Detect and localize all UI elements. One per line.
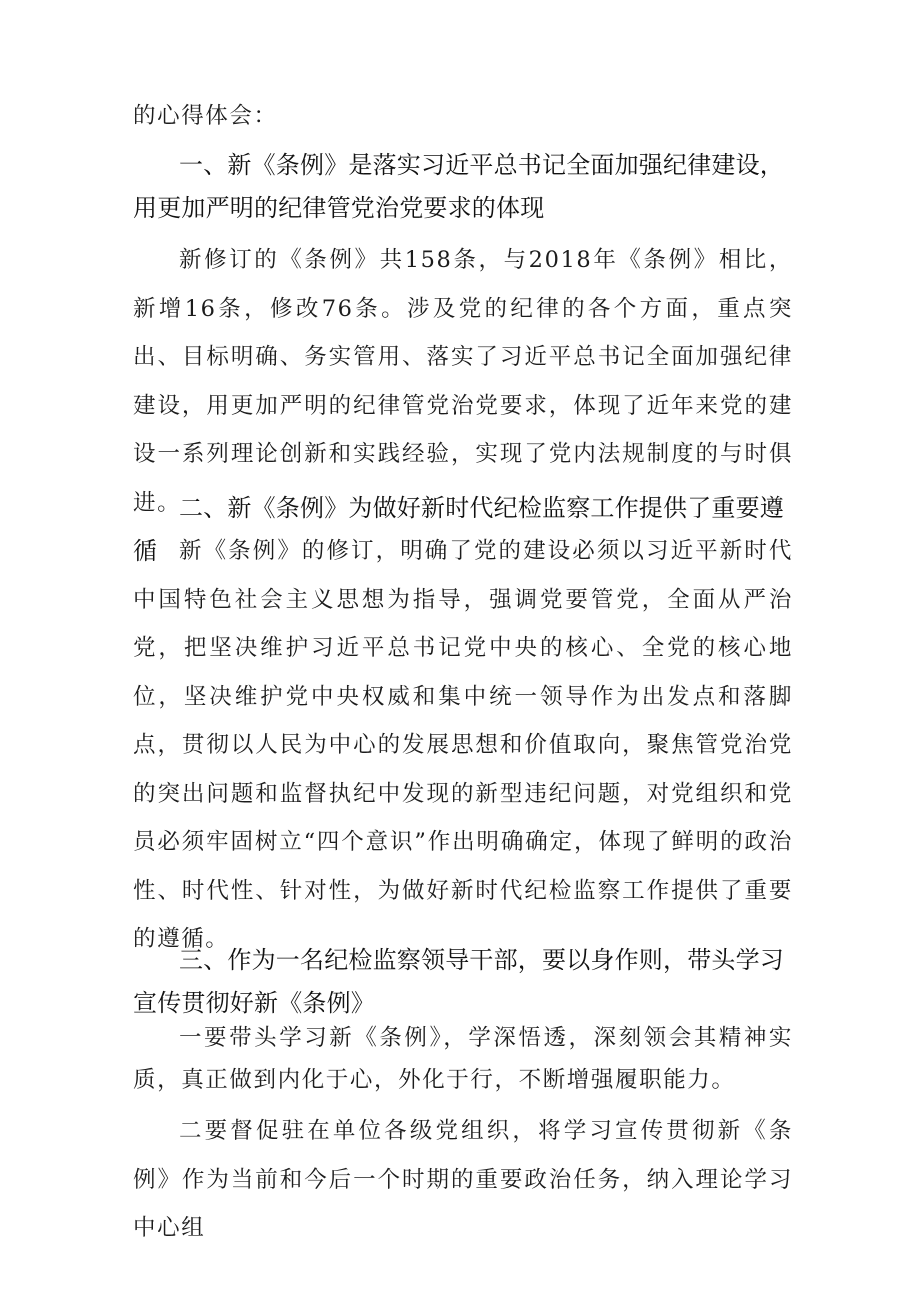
- paragraph-1: 新修订的《条例》共158条，与2018年《条例》相比，新增16条，修改76条。涉及党的纪律的各个方面，重点突出、目标明确、务实管用、落实了习近平总书记全面加强纪律建设，用更加严明的纪律管党治党要求，体现了近年来党的建设一系列理论创新和实践经验，实现了党内法规制度的与时俱进。: [133, 247, 793, 516]
- section-heading-2: 二、新《条例》为做好新时代纪检监察工作提供了重要遵循: [133, 494, 784, 565]
- paragraph-4: 二要督促驻在单位各级党组织，将学习宣传贯彻新《条例》作为当前和今后一个时期的重要政治任务，纳入理论学习中心组: [133, 1118, 793, 1241]
- paragraph-3: 一要带头学习新《条例》，学深悟透，深刻领会其精神实质，真正做到内化于心，外化于行，不断增强履职能力。: [133, 1025, 793, 1093]
- section-heading-3: 三、作为一名纪检监察领导干部，要以身作则，带头学习宣传贯彻好新《条例》: [133, 946, 784, 1017]
- section-heading-1: 一、新《条例》是落实习近平总书记全面加强纪律建设，用更加严明的纪律管党治党要求的体现: [133, 151, 784, 222]
- paragraph-2: 新《条例》的修订，明确了党的建设必须以习近平新时代中国特色社会主义思想为指导，强调党要管党，全面从严治党，把坚决维护习近平总书记党中央的核心、全党的核心地位，坚决维护党中央权威和集中统一领导作为出发点和落脚点，贯彻以人民为中心的发展思想和价值取向，聚焦管党治党的突出问题和监督执纪中发现的新型违纪问题，对党组织和党员必须牢固树立“四个意识”作出明确确定，体现了鲜明的政治性、时代性、针对性，为做好新时代纪检监察工作提供了重要的遵循。: [133, 538, 793, 952]
- lead-text: 的心得体会：: [133, 103, 278, 129]
